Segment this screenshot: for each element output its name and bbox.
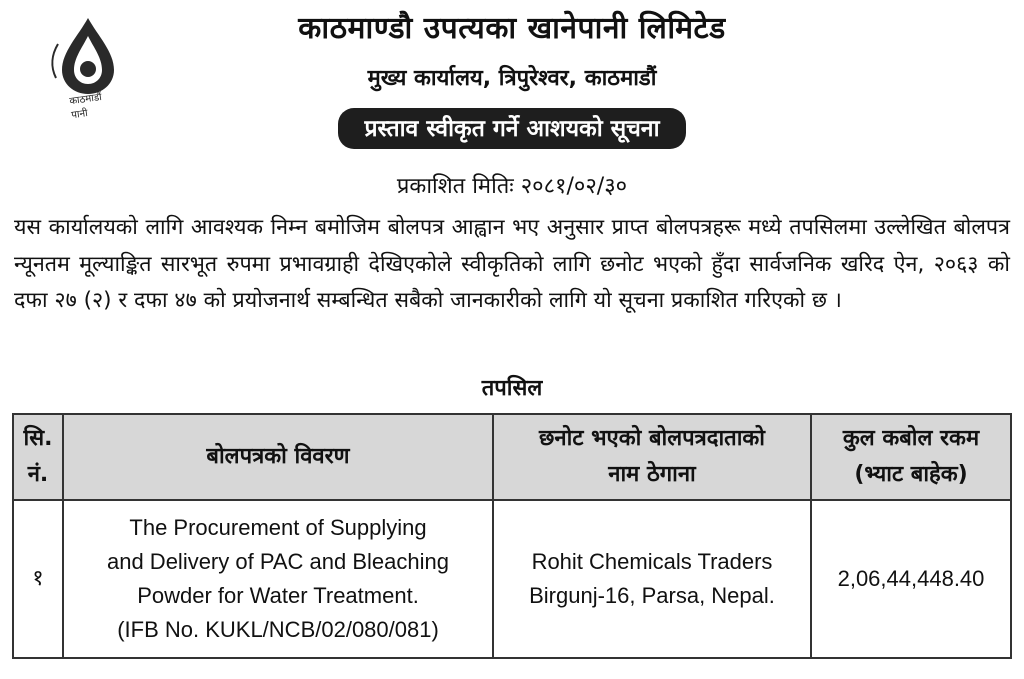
award-table	[12, 413, 1012, 659]
row-selected-bidder: Rohit Chemicals Traders Birgunj-16, Parsa, Nepal.	[493, 500, 811, 658]
header-total-amount: कुल कबोल रकम (भ्याट बाहेक)	[811, 414, 1011, 500]
organization-name: काठमाण्डौ उपत्यका खानेपानी लिमिटेड	[298, 11, 726, 46]
header-serial-number: सि. नं.	[13, 414, 63, 500]
table-row	[13, 500, 1011, 658]
table-header-row	[13, 414, 1011, 500]
row-total-amount: 2,06,44,448.40	[811, 500, 1011, 658]
schedule-heading: तपसिल	[481, 376, 543, 401]
office-address: मुख्य कार्यालय, त्रिपुरेश्वर, काठमाडौं	[367, 66, 657, 91]
notice-title: प्रस्ताव स्वीकृत गर्ने आशयको सूचना	[338, 108, 685, 149]
header-selected-bidder: छनोट भएको बोलपत्रदाताको नाम ठेगाना	[493, 414, 811, 500]
row-serial-number: १	[13, 500, 63, 658]
logo-caption: काठमाडौं पानी	[68, 91, 103, 122]
header-bid-description: बोलपत्रको विवरण	[63, 414, 493, 500]
notice-paragraph: यस कार्यालयको लागि आवश्यक निम्न बमोजिम बोलपत्र आह्वान भए अनुसार प्राप्त बोलपत्रहरू मध्ये तपसिलमा उल्लेखित बोलपत्र न्यूनतम मूल्याङ्कित सारभूत रुपमा प्रभावग्राही देखिएकोले स्वीकृतिको लागि छनोट भएको हुँदा सार्वजनिक खरिद ऐन, २०६३ को दफा २७ (२) र दफा ४७ को प्रयोजनार्थ सम्बन्धित सबैको जानकारीको लागि यो सूचना प्रकाशित गरिएको छ ।	[14, 215, 1010, 313]
publication-date: प्रकाशित मितिः २०८१/०२/३०	[396, 174, 628, 199]
row-bid-description: The Procurement of Supplying and Delivery of PAC and Bleaching Powder for Water Treatment. (IFB No. KUKL/NCB/02/080/081)	[63, 500, 493, 658]
